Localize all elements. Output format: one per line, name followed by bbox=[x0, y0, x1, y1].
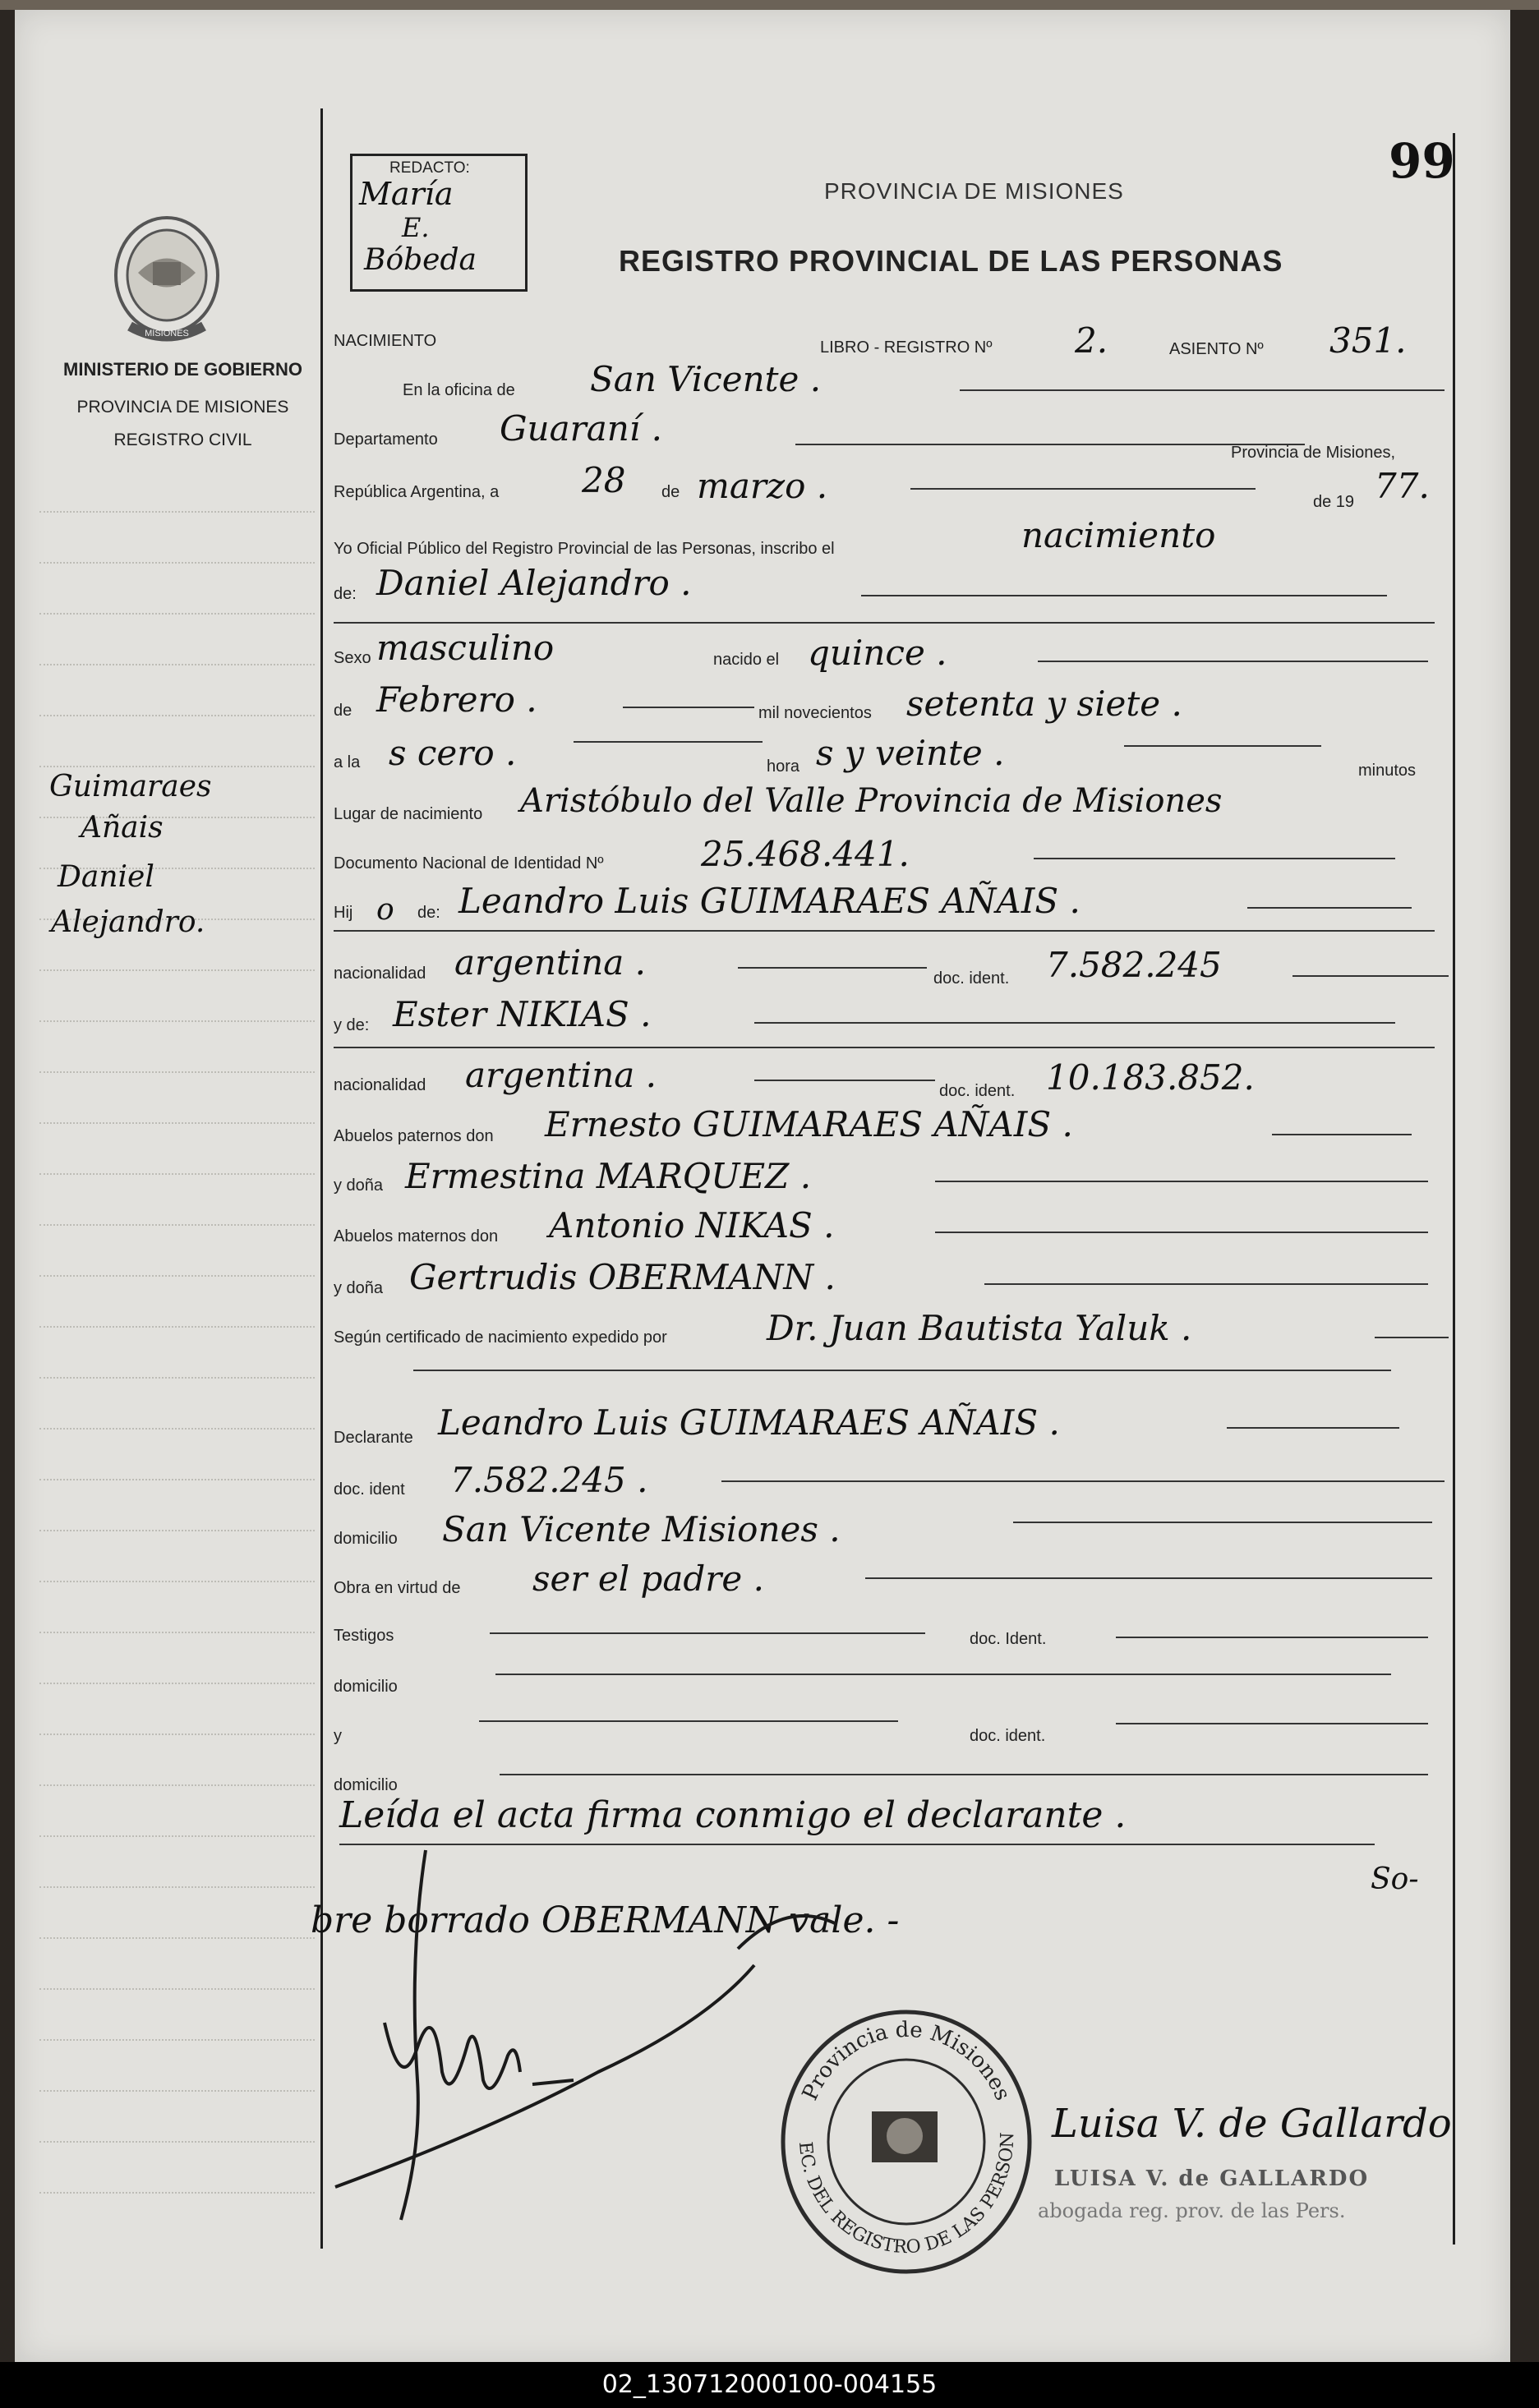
margin-ruled-line bbox=[39, 562, 315, 564]
closing-line2: bre borrado OBERMANN vale. - bbox=[311, 1899, 900, 1941]
declarante-label: Declarante bbox=[334, 1429, 413, 1447]
svg-text:Provincia de Misiones bbox=[798, 2018, 1015, 2104]
abpat2-value: Ermestina MARQUEZ . bbox=[405, 1156, 812, 1196]
book-edge bbox=[0, 0, 1539, 10]
ministry-line1: MINISTERIO DE GOBIERNO bbox=[63, 359, 302, 380]
ministry-line3: REGISTRO CIVIL bbox=[113, 430, 252, 449]
padre-doc-label: doc. ident. bbox=[933, 969, 1010, 988]
margin-ruled-line bbox=[39, 2141, 315, 2143]
min-value: s y veinte . bbox=[816, 733, 1005, 773]
domicilio-label: domicilio bbox=[334, 1530, 398, 1548]
closing-line1: Leída el acta firma conmigo el declarante . bbox=[339, 1794, 1127, 1836]
obra-value: ser el padre . bbox=[532, 1559, 764, 1599]
right-margin-line bbox=[1453, 133, 1455, 2245]
declarante-signature-text bbox=[434, 2014, 496, 2034]
margin-ruled-line bbox=[39, 1784, 315, 1786]
madre-doc-value: 10.183.852. bbox=[1046, 1057, 1255, 1098]
margin-ruled-line bbox=[39, 1733, 315, 1735]
madre-doc-label: doc. ident. bbox=[939, 1082, 1016, 1100]
margin-ruled-line bbox=[39, 1428, 315, 1430]
hora-value: s cero . bbox=[389, 733, 517, 773]
margin-ruled-line bbox=[39, 1224, 315, 1226]
nombre-value: Daniel Alejandro . bbox=[376, 563, 692, 603]
register-page bbox=[15, 10, 1510, 2364]
anio-value: 77. bbox=[1375, 466, 1430, 506]
segun-label: Según certificado de nacimiento expedido por bbox=[334, 1328, 667, 1347]
margin-ruled-line bbox=[39, 1886, 315, 1888]
margin-ruled-line bbox=[39, 2090, 315, 2092]
abpat-label: Abuelos paternos don bbox=[334, 1127, 494, 1145]
departamento-value: Guaraní . bbox=[500, 408, 662, 449]
redacto-line3: Bóbeda bbox=[364, 243, 477, 277]
ministry-line2: PROVINCIA DE MISIONES bbox=[76, 398, 289, 417]
margin-ruled-line bbox=[39, 715, 315, 716]
stamp-bottom-text: EC. DEL REGISTRO DE LAS PERSON bbox=[794, 2132, 1019, 2258]
de19-label: de 19 bbox=[1313, 493, 1355, 511]
margin-ruled-line bbox=[39, 1835, 315, 1837]
margin-note-line1: Guimaraes bbox=[49, 770, 212, 803]
official-signature: Luisa V. de Gallardo bbox=[1052, 2101, 1452, 2147]
de-label: de bbox=[661, 483, 680, 501]
oficina-label: En la oficina de bbox=[403, 381, 515, 399]
docident2-label: doc. Ident. bbox=[970, 1630, 1047, 1648]
anio2-value: setenta y siete . bbox=[906, 684, 1182, 724]
horas-label: hora bbox=[767, 757, 800, 776]
margin-ruled-line bbox=[39, 1988, 315, 1990]
margin-ruled-line bbox=[39, 969, 315, 971]
image-caption: 02_130712000100-004155 bbox=[0, 2362, 1539, 2408]
lugar-value: Aristóbulo del Valle Provincia de Misiones bbox=[520, 782, 1223, 820]
padre-nac-label: nacionalidad bbox=[334, 965, 426, 983]
abmat-value: Antonio NIKAS . bbox=[549, 1205, 835, 1245]
ydona2-label: y doña bbox=[334, 1279, 384, 1297]
margin-ruled-line bbox=[39, 1020, 315, 1022]
svg-text:MISIONES: MISIONES bbox=[145, 329, 189, 338]
official-name: LUISA V. de GALLARDO bbox=[1054, 2166, 1370, 2191]
sexo-label: Sexo bbox=[334, 649, 371, 667]
libro-value: 2. bbox=[1075, 320, 1108, 361]
official-title: abogada reg. prov. de las Pers. bbox=[1038, 2199, 1346, 2222]
madre-value: Ester NIKIAS . bbox=[393, 994, 652, 1034]
nacido-label: nacido el bbox=[713, 651, 780, 669]
margin-note-line3: Daniel bbox=[58, 860, 154, 894]
departamento-label: Departamento bbox=[334, 430, 438, 449]
nacimiento-label: NACIMIENTO bbox=[334, 332, 437, 350]
madre-nac-value: argentina . bbox=[465, 1055, 657, 1095]
testigos-label: Testigos bbox=[334, 1627, 394, 1645]
libro-label: LIBRO - REGISTRO Nº bbox=[820, 338, 993, 357]
mes-value: marzo . bbox=[697, 466, 828, 506]
minutos-label: minutos bbox=[1358, 762, 1417, 780]
abpat-value: Ernesto GUIMARAES AÑAIS . bbox=[545, 1104, 1073, 1144]
margin-ruled-line bbox=[39, 613, 315, 615]
lugar-label: Lugar de nacimiento bbox=[334, 805, 483, 823]
docident3-label: doc. ident. bbox=[970, 1727, 1046, 1745]
redacto-label: REDACTO: bbox=[389, 159, 470, 177]
declarante-doc-value: 7.582.245 . bbox=[450, 1460, 648, 1500]
padre-nac-value: argentina . bbox=[454, 942, 647, 983]
margin-ruled-line bbox=[39, 1530, 315, 1531]
margin-ruled-line bbox=[39, 1683, 315, 1684]
dni-label: Documento Nacional de Identidad Nº bbox=[334, 854, 604, 872]
hij-value: o bbox=[376, 893, 394, 927]
margin-ruled-line bbox=[39, 1377, 315, 1379]
obra-label: Obra en virtud de bbox=[334, 1579, 461, 1597]
hij-label: Hij bbox=[334, 904, 353, 922]
madre-nac-label: nacionalidad bbox=[334, 1076, 426, 1094]
inscribo-label: Yo Oficial Público del Registro Provincial de las Personas, inscribo el bbox=[334, 540, 835, 558]
margin-ruled-line bbox=[39, 1122, 315, 1124]
margin-ruled-line bbox=[39, 1071, 315, 1073]
ydona-label: y doña bbox=[334, 1176, 384, 1195]
stamp-top-text: Provincia de Misiones bbox=[797, 2017, 1016, 2105]
docident-label: doc. ident bbox=[334, 1480, 405, 1499]
oficina-value: San Vicente . bbox=[590, 359, 822, 399]
redacto-line1: María bbox=[359, 176, 454, 212]
mil-label: mil novecientos bbox=[758, 704, 872, 722]
coat-of-arms-seal bbox=[105, 211, 228, 351]
yde-label: y de: bbox=[334, 1016, 370, 1034]
domicilio3-label: domicilio bbox=[334, 1776, 398, 1794]
margin-ruled-line bbox=[39, 1479, 315, 1480]
provincia-label: Provincia de Misiones, bbox=[1231, 444, 1396, 462]
asiento-value: 351. bbox=[1329, 320, 1407, 361]
de2-label: de bbox=[334, 702, 352, 720]
redacto-line2: E. bbox=[402, 212, 430, 243]
nacido-value: quince . bbox=[808, 633, 947, 673]
inscribo-value: nacimiento bbox=[1021, 515, 1216, 555]
abmat2-value: Gertrudis OBERMANN . bbox=[409, 1257, 836, 1297]
de3-label: de: bbox=[417, 904, 440, 922]
declarante-value: Leandro Luis GUIMARAES AÑAIS . bbox=[438, 1402, 1060, 1443]
dia-value: 28 bbox=[582, 460, 626, 500]
page-number: 99 bbox=[1389, 133, 1455, 189]
padre-doc-value: 7.582.245 bbox=[1046, 945, 1222, 985]
margin-ruled-line bbox=[39, 2192, 315, 2194]
y-label: y bbox=[334, 1727, 342, 1745]
margin-ruled-line bbox=[39, 1275, 315, 1277]
mes2-value: Febrero . bbox=[376, 679, 537, 720]
republica-label: República Argentina, a bbox=[334, 483, 500, 501]
margin-ruled-line bbox=[39, 511, 315, 513]
redacto-box bbox=[350, 154, 528, 292]
margin-ruled-line bbox=[39, 1326, 315, 1328]
margin-ruled-line bbox=[39, 2039, 315, 2041]
asiento-label: ASIENTO Nº bbox=[1169, 340, 1264, 358]
margin-ruled-line bbox=[39, 1937, 315, 1939]
margin-note-line2: Añais bbox=[81, 811, 164, 845]
domicilio2-label: domicilio bbox=[334, 1678, 398, 1696]
domicilio-value: San Vicente Misiones . bbox=[442, 1509, 841, 1549]
margin-ruled-line bbox=[39, 1173, 315, 1175]
margin-note-line4: Alejandro. bbox=[51, 905, 205, 939]
margin-ruled-line bbox=[39, 664, 315, 665]
dni-value: 25.468.441. bbox=[701, 834, 910, 874]
padre-value: Leandro Luis GUIMARAES AÑAIS . bbox=[458, 881, 1081, 921]
abmat-label: Abuelos maternos don bbox=[334, 1227, 499, 1245]
sexo-value: masculino bbox=[376, 628, 555, 668]
alas-label: a la bbox=[334, 753, 361, 771]
margin-ruled-line bbox=[39, 1581, 315, 1582]
official-stamp bbox=[775, 2006, 1038, 2277]
de-nombre-label: de: bbox=[334, 585, 357, 603]
closing-so: So- bbox=[1371, 1862, 1419, 1896]
registry-heading: REGISTRO PROVINCIAL DE LAS PERSONAS bbox=[619, 244, 1283, 278]
segun-value: Dr. Juan Bautista Yaluk . bbox=[767, 1308, 1192, 1348]
margin-ruled-line bbox=[39, 1632, 315, 1633]
margin-ruled-line bbox=[39, 766, 315, 767]
province-heading: PROVINCIA DE MISIONES bbox=[824, 178, 1124, 204]
